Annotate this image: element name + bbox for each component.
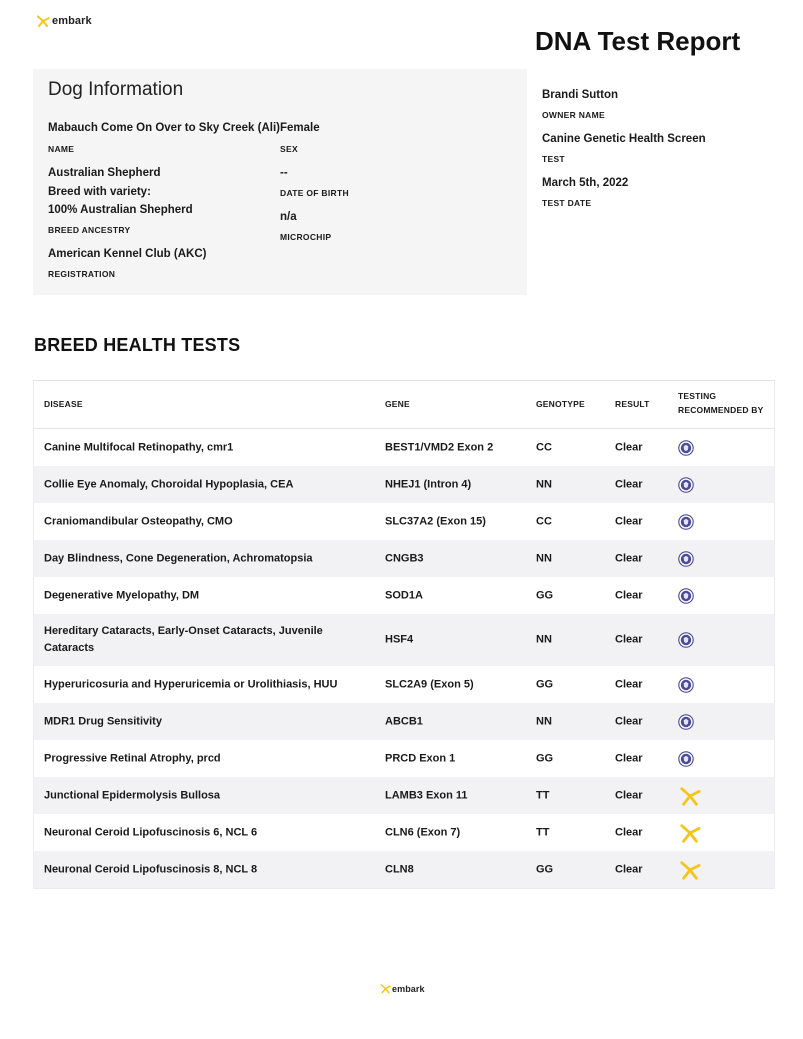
disease-cell: Hyperuricosuria and Hyperuricemia or Urolithiasis, HUU	[44, 678, 338, 690]
col-genotype: GENOTYPE	[536, 399, 585, 409]
recommended-by-cell	[678, 548, 706, 570]
genotype-cell: CC	[536, 441, 552, 453]
ofa-seal-icon	[678, 551, 694, 567]
page-title: DNA Test Report	[535, 26, 741, 56]
result-cell: Clear	[615, 715, 643, 727]
dog-name-label: NAME	[48, 144, 75, 154]
genotype-cell: NN	[536, 633, 552, 646]
gene-cell: NHEJ1 (Intron 4)	[385, 478, 472, 490]
genotype-cell: TT	[536, 789, 550, 801]
table-row	[34, 703, 774, 740]
footer-embark-logo	[380, 983, 425, 994]
breed-line-2: Breed with variety:	[48, 186, 151, 198]
table-row	[34, 851, 774, 888]
result-cell: Clear	[615, 678, 643, 690]
table-row	[34, 540, 774, 577]
gene-cell: CLN8	[385, 863, 414, 875]
disease-cell: Neuronal Ceroid Lipofuscinosis 6, NCL 6	[44, 826, 258, 838]
gene-cell: BEST1/VMD2 Exon 2	[385, 441, 494, 453]
owner-name-value: Brandi Sutton	[542, 89, 619, 101]
disease-cell: Progressive Retinal Atrophy, prcd	[44, 752, 221, 764]
table-row	[34, 466, 774, 503]
test-date-label: TEST DATE	[542, 198, 592, 208]
gene-cell: SOD1A	[385, 589, 423, 601]
recommended-by-cell	[678, 822, 706, 844]
genotype-cell: GG	[536, 863, 554, 875]
genotype-cell: NN	[536, 478, 552, 490]
recommended-by-cell	[678, 437, 706, 459]
col-recommended-line-2: RECOMMENDED BY	[678, 405, 764, 415]
embark-star-icon	[678, 859, 702, 881]
disease-cell: Collie Eye Anomaly, Choroidal Hypoplasia, CEA	[44, 478, 294, 490]
recommended-by-cell	[678, 748, 706, 770]
table-row	[34, 503, 774, 540]
ofa-seal-icon	[678, 477, 694, 493]
genotype-cell: GG	[536, 589, 554, 601]
table-row	[34, 666, 774, 703]
gene-cell: LAMB3 Exon 11	[385, 789, 468, 801]
genotype-cell: TT	[536, 826, 550, 838]
test-value: Canine Genetic Health Screen	[542, 133, 706, 145]
genotype-cell: NN	[536, 715, 552, 727]
recommended-by-cell	[678, 859, 706, 881]
dog-information-panel	[33, 69, 527, 295]
recommended-by-cell	[678, 474, 706, 496]
disease-cell: MDR1 Drug Sensitivity	[44, 715, 162, 727]
dog-sex-label: SEX	[280, 144, 298, 154]
disease-cell: Neuronal Ceroid Lipofuscinosis 8, NCL 8	[44, 863, 258, 875]
ofa-seal-icon	[678, 751, 694, 767]
col-recommended-by	[678, 389, 763, 417]
recommended-by-cell	[678, 711, 706, 733]
result-cell: Clear	[615, 789, 643, 801]
disease-cell: Day Blindness, Cone Degeneration, Achromatopsia	[44, 552, 313, 564]
ofa-seal-icon	[678, 714, 694, 730]
recommended-by-cell	[678, 585, 706, 607]
table-row	[34, 429, 774, 466]
breed-health-table	[33, 380, 775, 889]
breed-ancestry-label: BREED ANCESTRY	[48, 225, 131, 235]
ofa-seal-icon	[678, 588, 694, 604]
ofa-seal-icon	[678, 514, 694, 530]
disease-cell: Degenerative Myelopathy, DM	[44, 589, 200, 601]
col-gene: GENE	[385, 399, 410, 409]
owner-name-label: OWNER NAME	[542, 110, 605, 120]
breed-line-1: Australian Shepherd	[48, 167, 161, 179]
result-cell: Clear	[615, 515, 643, 527]
recommended-by-cell	[678, 511, 706, 533]
disease-cell: Canine Multifocal Retinopathy, cmr1	[44, 441, 234, 453]
table-row	[34, 740, 774, 777]
gene-cell: SLC2A9 (Exon 5)	[385, 678, 474, 690]
table-body	[34, 429, 774, 888]
dob-value: --	[280, 167, 288, 179]
gene-cell: CNGB3	[385, 552, 424, 564]
result-cell: Clear	[615, 863, 643, 875]
microchip-value: n/a	[280, 211, 297, 223]
genotype-cell: NN	[536, 552, 552, 564]
genotype-cell: GG	[536, 752, 554, 764]
embark-star-icon	[36, 14, 50, 28]
recommended-by-cell	[678, 674, 706, 696]
gene-cell: HSF4	[385, 633, 414, 646]
embark-logo	[36, 14, 92, 28]
dog-information-heading: Dog Information	[48, 79, 184, 100]
embark-star-icon	[678, 785, 702, 807]
ofa-seal-icon	[678, 632, 694, 648]
test-date-value: March 5th, 2022	[542, 177, 629, 189]
table-row	[34, 614, 774, 666]
disease-cell: Hereditary Cataracts, Early-Onset Cataracts, Juvenile Cataracts	[44, 625, 323, 654]
table-row	[34, 577, 774, 614]
disease-cell: Craniomandibular Osteopathy, CMO	[44, 515, 233, 527]
registration-label: REGISTRATION	[48, 269, 116, 279]
result-cell: Clear	[615, 589, 643, 601]
result-cell: Clear	[615, 441, 643, 453]
recommended-by-cell	[678, 785, 706, 807]
result-cell: Clear	[615, 478, 643, 490]
recommended-by-cell	[678, 629, 706, 651]
result-cell: Clear	[615, 552, 643, 564]
footer-wordmark: embark	[392, 983, 425, 994]
microchip-label: MICROCHIP	[280, 232, 332, 242]
registration-value: American Kennel Club (AKC)	[48, 248, 207, 260]
result-cell: Clear	[615, 633, 643, 646]
table-header	[34, 381, 774, 429]
genotype-cell: CC	[536, 515, 552, 527]
embark-star-icon	[380, 983, 391, 994]
col-result: RESULT	[615, 399, 650, 409]
breed-health-tests-heading: BREED HEALTH TESTS	[34, 335, 241, 355]
dog-sex-value: Female	[280, 122, 320, 134]
genotype-cell: GG	[536, 678, 554, 690]
gene-cell: SLC37A2 (Exon 15)	[385, 515, 486, 527]
col-recommended-line-1: TESTING	[678, 391, 717, 401]
ofa-seal-icon	[678, 677, 694, 693]
gene-cell: CLN6 (Exon 7)	[385, 826, 461, 838]
col-disease: DISEASE	[44, 399, 83, 409]
breed-line-3: 100% Australian Shepherd	[48, 204, 193, 216]
result-cell: Clear	[615, 826, 643, 838]
dob-label: DATE OF BIRTH	[280, 188, 349, 198]
dog-name-value: Mabauch Come On Over to Sky Creek (Ali)	[48, 122, 280, 134]
gene-cell: ABCB1	[385, 715, 423, 727]
disease-cell: Junctional Epidermolysis Bullosa	[44, 789, 221, 801]
ofa-seal-icon	[678, 440, 694, 456]
table-row	[34, 814, 774, 851]
test-label: TEST	[542, 154, 565, 164]
embark-star-icon	[678, 822, 702, 844]
gene-cell: PRCD Exon 1	[385, 752, 456, 764]
result-cell: Clear	[615, 752, 643, 764]
logo-wordmark: embark	[52, 15, 92, 27]
table-row	[34, 777, 774, 814]
